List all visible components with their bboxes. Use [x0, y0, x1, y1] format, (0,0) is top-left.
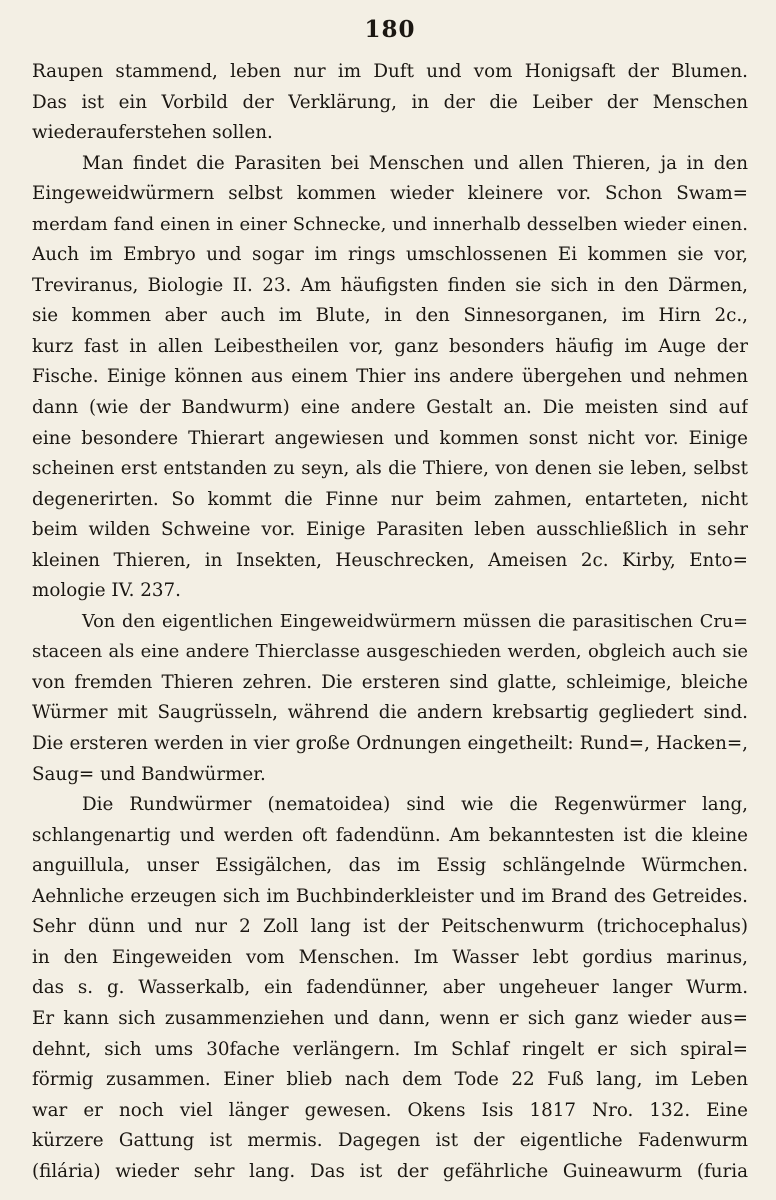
text-line: Raupen stammend, leben nur im Duft und vom Honigsaft der Blumen. — [32, 61, 748, 82]
text-line: kleinen Thieren, in Insekten, Heuschrecken, Ameisen 2c. Kirby, Ento= — [32, 549, 748, 571]
text-line: das s. g. Wasserkalb, ein fadendünner, aber ungeheuer langer Wurm. — [32, 977, 748, 999]
text-line: Er kann sich zusammenziehen und dann, wenn er sich ganz wieder aus= — [32, 1007, 748, 1029]
text-line: kürzere Gattung ist mermis. Dagegen ist der eigentliche Fadenwurm — [32, 1130, 748, 1152]
text-line: Eingeweidwürmern selbst kommen wieder kleinere vor. Schon Swam= — [32, 183, 748, 205]
text-line: von fremden Thieren zehren. Die ersteren sind glatte, schleimige, bleiche — [32, 671, 748, 693]
text-line: Die Rundwürmer (nematoidea) sind wie die Regenwürmer lang, — [82, 794, 748, 816]
text-line: Fische. Einige können aus einem Thier ins andere übergehen und nehmen — [32, 366, 748, 388]
text-line: (filária) wieder sehr lang. Das ist der gefährliche Guineawurm (furia — [32, 1160, 748, 1182]
text-line: Saug= und Bandwürmer. — [32, 763, 266, 785]
text-line: Man findet die Parasiten bei Menschen und allen Thieren, ja in den — [82, 152, 748, 174]
text-line: förmig zusammen. Einer blieb nach dem Tode 22 Fuß lang, im Leben — [32, 1069, 748, 1091]
text-line: anguillula, unser Essigälchen, das im Essig schlängelnde Würmchen. — [32, 855, 748, 877]
text-line: Treviranus, Biologie II. 23. Am häufigsten finden sie sich in den Därmen, — [32, 274, 748, 296]
text-line: degenerirten. So kommt die Finne nur beim zahmen, entarteten, nicht — [32, 488, 748, 510]
text-line: in den Eingeweiden vom Menschen. Im Wasser lebt gordius marinus, — [32, 946, 748, 968]
text-line: beim wilden Schweine vor. Einige Parasiten leben ausschließlich in sehr — [32, 519, 748, 541]
text-line: mologie IV. 237. — [32, 580, 181, 602]
page-number: 180 — [364, 16, 416, 43]
text-line: Das ist ein Vorbild der Verklärung, in der die Leiber der Menschen — [32, 91, 748, 113]
text-line: Sehr dünn und nur 2 Zoll lang ist der Peitschenwurm (trichocephalus) — [32, 916, 748, 938]
text-line: Aehnliche erzeugen sich im Buchbinderkleister und im Brand des Getreides. — [32, 885, 748, 907]
text-line: wiederauferstehen sollen. — [32, 122, 273, 144]
text-line: Würmer mit Saugrüsseln, während die andern krebsartig gegliedert sind. — [32, 702, 748, 724]
text-line: Auch im Embryo und sogar im rings umschlossenen Ei kommen sie vor, — [32, 244, 748, 266]
text-line: sie kommen aber auch im Blute, in den Sinnesorganen, im Hirn 2c., — [32, 305, 748, 327]
text-line: dann (wie der Bandwurm) eine andere Gestalt an. Die meisten sind auf — [32, 397, 748, 419]
text-line: Die ersteren werden in vier große Ordnungen eingetheilt: Rund=, Hacken=, — [32, 733, 748, 755]
text-line: eine besondere Thierart angewiesen und kommen sonst nicht vor. Einige — [32, 427, 748, 449]
text-line: dehnt, sich ums 30fache verlängern. Im Schlaf ringelt er sich spiral= — [32, 1038, 748, 1060]
text-line: merdam fand einen in einer Schnecke, und innerhalb desselben wieder einen. — [32, 213, 748, 235]
text-line: kurz fast in allen Leibestheilen vor, ganz besonders häufig im Auge der — [32, 335, 748, 357]
text-line: staceen als eine andere Thierclasse ausgeschieden werden, obgleich auch sie — [32, 641, 748, 663]
text-line: scheinen erst entstanden zu seyn, als die Thiere, von denen sie leben, selbst — [32, 458, 748, 480]
text-line: schlangenartig und werden oft fadendünn. Am bekanntesten ist die kleine — [32, 824, 748, 846]
text-line: war er noch viel länger gewesen. Okens Isis 1817 Nro. 132. Eine — [32, 1099, 748, 1121]
text-line: Von den eigentlichen Eingeweidwürmern müssen die parasitischen Cru= — [82, 611, 748, 632]
page-body-text — [32, 57, 748, 1187]
